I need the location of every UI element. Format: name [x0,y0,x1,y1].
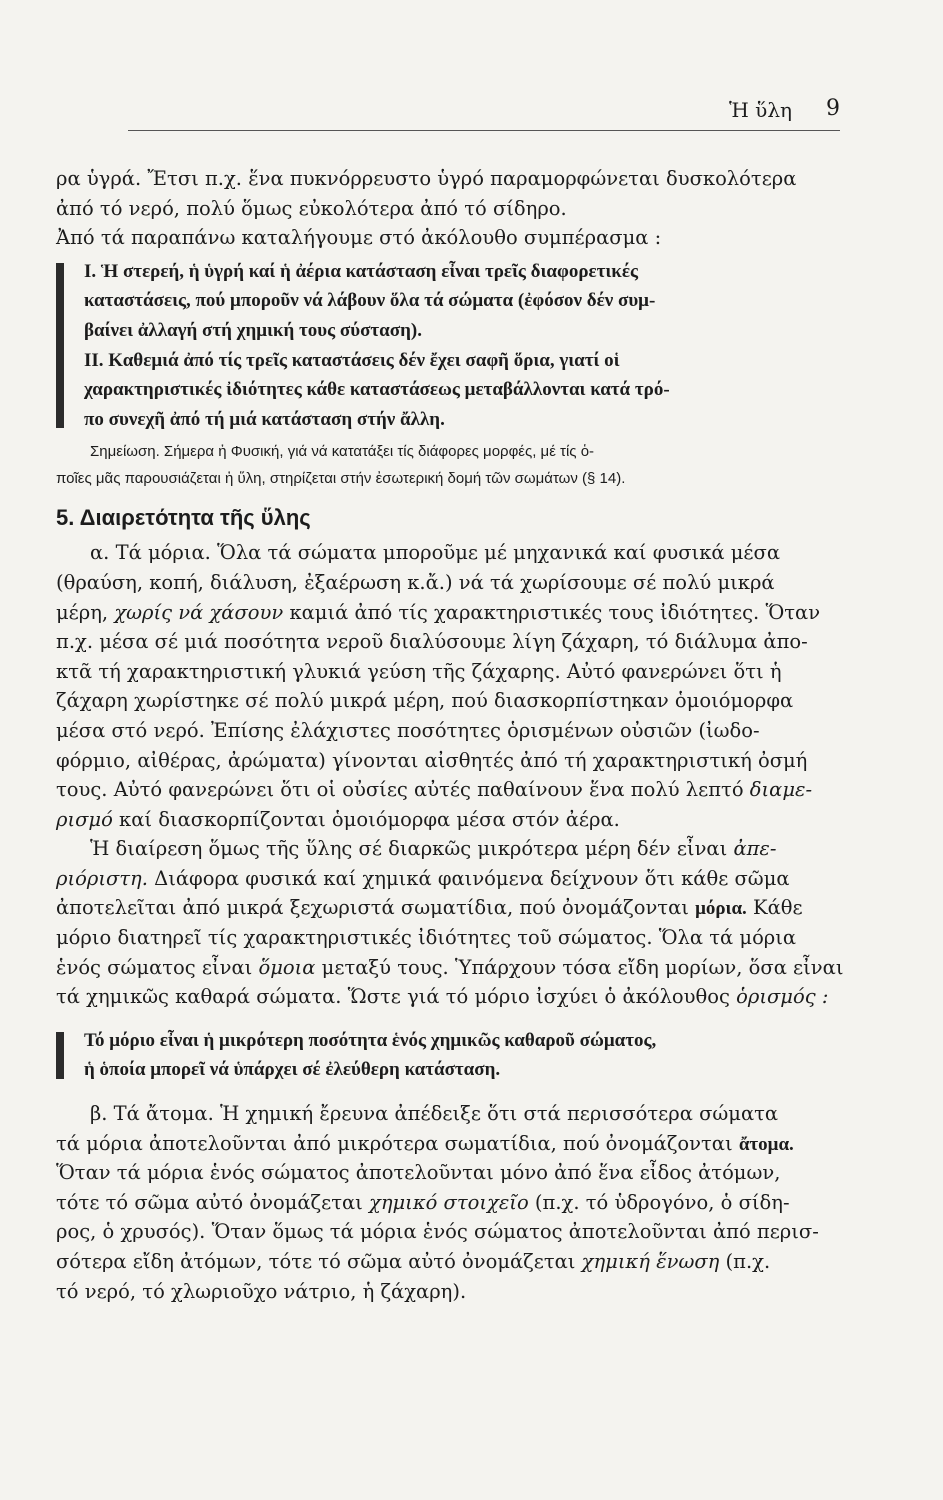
note [56,438,836,492]
text-span: καμιά ἀπό τίς χαρακτηριστικές τους ἰδιότητες. Ὅταν [283,600,821,624]
text-span: (π.χ. τό ὑδρογόνο, ὁ σίδη- [528,1190,790,1214]
italic-span: ὁρισμός : [736,985,829,1009]
text-line [56,834,836,864]
text-span: σότερα εἴδη ἀτόμων, τότε τό σῶμα αὐτό ὀνομάζεται [56,1250,582,1273]
paragraph-molecules [56,538,836,834]
intro-paragraph [56,164,836,253]
text-span: τά χημικῶς καθαρά σώματα. Ὥστε γιά τό μόριο ἰσχύει ὁ ἀκόλουθος [56,985,737,1009]
text-span: μεταξύ τους. Ὑπάρχουν τόσα εἴδη μορίων, ὅσα εἶναι [315,955,844,979]
text-line [56,1247,836,1277]
text-line: ζάχαρη χωρίστηκε σέ πολύ μικρά μέρη, πού διασκορπίστηκαν ὁμοιόμορφα [56,689,794,713]
italic-span: χημικό στοιχεῖο [369,1190,529,1214]
text-line [56,864,836,894]
text-span: τά μόρια ἀποτελοῦνται ἀπό μικρότερα σωματίδια, πού ὀνομάζονται [56,1131,739,1155]
paragraph-atoms [56,1099,836,1306]
header-rule [128,130,840,131]
text-line [56,598,836,628]
text-line: α. Τά μόρια. Ὅλα τά σώματα μποροῦμε μέ μηχανικά καί φυσικά μέσα [90,541,781,565]
text-line: Σημείωση. Σήμερα ἡ Φυσική, γιά νά κατατάξει τίς διάφορες μορφές, μέ τίς ὁ- [90,443,595,461]
text-line: ἡ ὁποία μπορεῖ νά ὑπάρχει σέ ἐλεύθερη κατάσταση. [84,1059,501,1081]
text-line: φόρμιο, αἰθέρας, ἀρώματα) γίνονται αἰσθητές ἀπό τή χαρακτηριστική ὀσμή [56,748,808,772]
text-span: Ἡ διαίρεση ὅμως τῆς ὕλης σέ διαρκῶς μικρότερα μέρη δέν εἶναι [90,837,734,861]
text-span: ἀποτελεῖται ἀπό μικρά ξεχωριστά σωματίδια, πού ὀνομάζονται [56,896,696,920]
text-line: Ι. Ἡ στερεή, ἡ ὑγρή καί ἡ ἀέρια κατάσταση εἶναι τρεῖς διαφορετικές [84,260,638,282]
bold-span: ἄτομα. [738,1133,794,1155]
highlight-bar [56,1032,64,1079]
text-span: ἑνός σώματος εἶναι [56,955,259,979]
text-line: καταστάσεις, πού μποροῦν νά λάβουν ὅλα τά σώματα (ἐφόσον δέν συμ- [84,290,656,312]
italic-span: ριόριστη. [56,866,148,890]
text-span: Κάθε [746,896,803,920]
text-line: Ὅταν τά μόρια ἑνός σώματος ἀποτελοῦνται μόνο ἀπό ἕνα εἶδος ἀτόμων, [56,1161,781,1185]
header-title: Ἡ ὕλη [728,98,792,122]
italic-span: ἀπε- [733,837,777,861]
text-line: Ἀπό τά παραπάνω καταλήγουμε στό ἀκόλουθο συμπέρασμα : [56,226,662,250]
text-span: καί διασκορπίζονται ὁμοιόμορφα μέσα στόν ἀέρα. [112,807,620,831]
text-line: βαίνει ἀλλαγή στή χημική τους σύσταση). [84,319,422,341]
text-line: μόριο διατηρεῖ τίς χαρακτηριστικές ἰδιότητες τοῦ σώματος. Ὅλα τά μόρια [56,926,797,950]
text-line: Τό μόριο εἶναι ἡ μικρότερη ποσότητα ἑνός χημικῶς καθαροῦ σώματος, [84,1029,657,1051]
text-line [56,982,836,1012]
text-line: μέσα στό νερό. Ἐπίσης ἐλάχιστες ποσότητες ὁρισμένων οὐσιῶν (ἰωδο- [56,718,760,742]
text-line: ποῖες μᾶς παρουσιάζεται ἡ ὕλη, στηρίζεται στήν ἐσωτερική δομή τῶν σωμάτων (§ 14). [56,470,626,488]
text-line: β. Τά ἄτομα. Ἡ χημική ἔρευνα ἀπέδειξε ὅτι στά περισσότερα σώματα [90,1102,779,1126]
text-line [56,805,836,835]
italic-span: διαμε- [749,778,813,802]
text-line: ρος, ὁ χρυσός). Ὅταν ὅμως τά μόρια ἑνός σώματος ἀποτελοῦνται ἀπό περισ- [56,1220,819,1244]
text-line: χαρακτηριστικές ἰδιότητες κάθε καταστάσεως μεταβάλλονται κατά τρό- [84,379,670,401]
text-line [56,1129,836,1159]
text-span: (π.χ. [719,1250,771,1273]
section-heading: 5. Διαιρετότητα τῆς ὕλης [56,505,311,531]
italic-span: ρισμό [56,807,113,831]
running-header [128,98,840,128]
text-line: (θραύση, κοπή, διάλυση, ἐξαέρωση κ.ἄ.) νά τά χωρίσουμε σέ πολύ μικρά [56,570,775,594]
text-line: ἀπό τό νερό, πολύ ὅμως εὐκολότερα ἀπό τό σίδηρο. [56,196,567,220]
text-line [56,775,836,805]
text-line: τό νερό, τό χλωριοῦχο νάτριο, ἡ ζάχαρη). [56,1279,467,1303]
highlight-bar [56,263,64,429]
page-number: 9 [826,96,840,121]
text-line: κτᾶ τή χαρακτηριστική γλυκιά γεύση τῆς ζάχαρης. Αὐτό φανερώνει ὅτι ἡ [56,659,782,683]
text-span: Διάφορα φυσικά καί χημικά φαινόμενα δείχνουν ὅτι κάθε σῶμα [147,866,790,890]
definition-box [56,1026,836,1085]
conclusion-box [56,257,836,435]
text-line [56,953,844,983]
text-line: ΙΙ. Καθεμιά ἀπό τίς τρεῖς καταστάσεις δέν ἔχει σαφῆ ὅρια, γιατί οἱ [84,349,620,371]
text-line [56,1188,836,1218]
text-line: π.χ. μέσα σέ μιά ποσότητα νεροῦ διαλύσουμε λίγη ζάχαρη, τό διάλυμα ἀπο- [56,630,808,654]
text-line: πο συνεχῆ ἀπό τή μιά κατάσταση στήν ἄλλη. [84,408,445,430]
italic-span: χημική ἕνωση [581,1250,720,1273]
italic-span: χωρίς νά χάσουν [114,600,284,624]
italic-span: ὅμοια [258,955,316,979]
text-span: τότε τό σῶμα αὐτό ὀνομάζεται [56,1190,369,1214]
page-body [56,164,844,1306]
text-line [56,893,836,923]
text-span: μέρη, [56,600,115,624]
bold-span: μόρια. [695,898,747,920]
text-line: ρα ὑγρά. Ἔτσι π.χ. ἕνα πυκνόρρευστο ὑγρό παραμορφώνεται δυσκολότερα [56,167,797,190]
text-span: τους. Αὐτό φανερώνει ὅτι οἱ οὐσίες αὐτές παθαίνουν ἕνα πολύ λεπτό [56,778,750,802]
paragraph-division [56,834,844,1012]
